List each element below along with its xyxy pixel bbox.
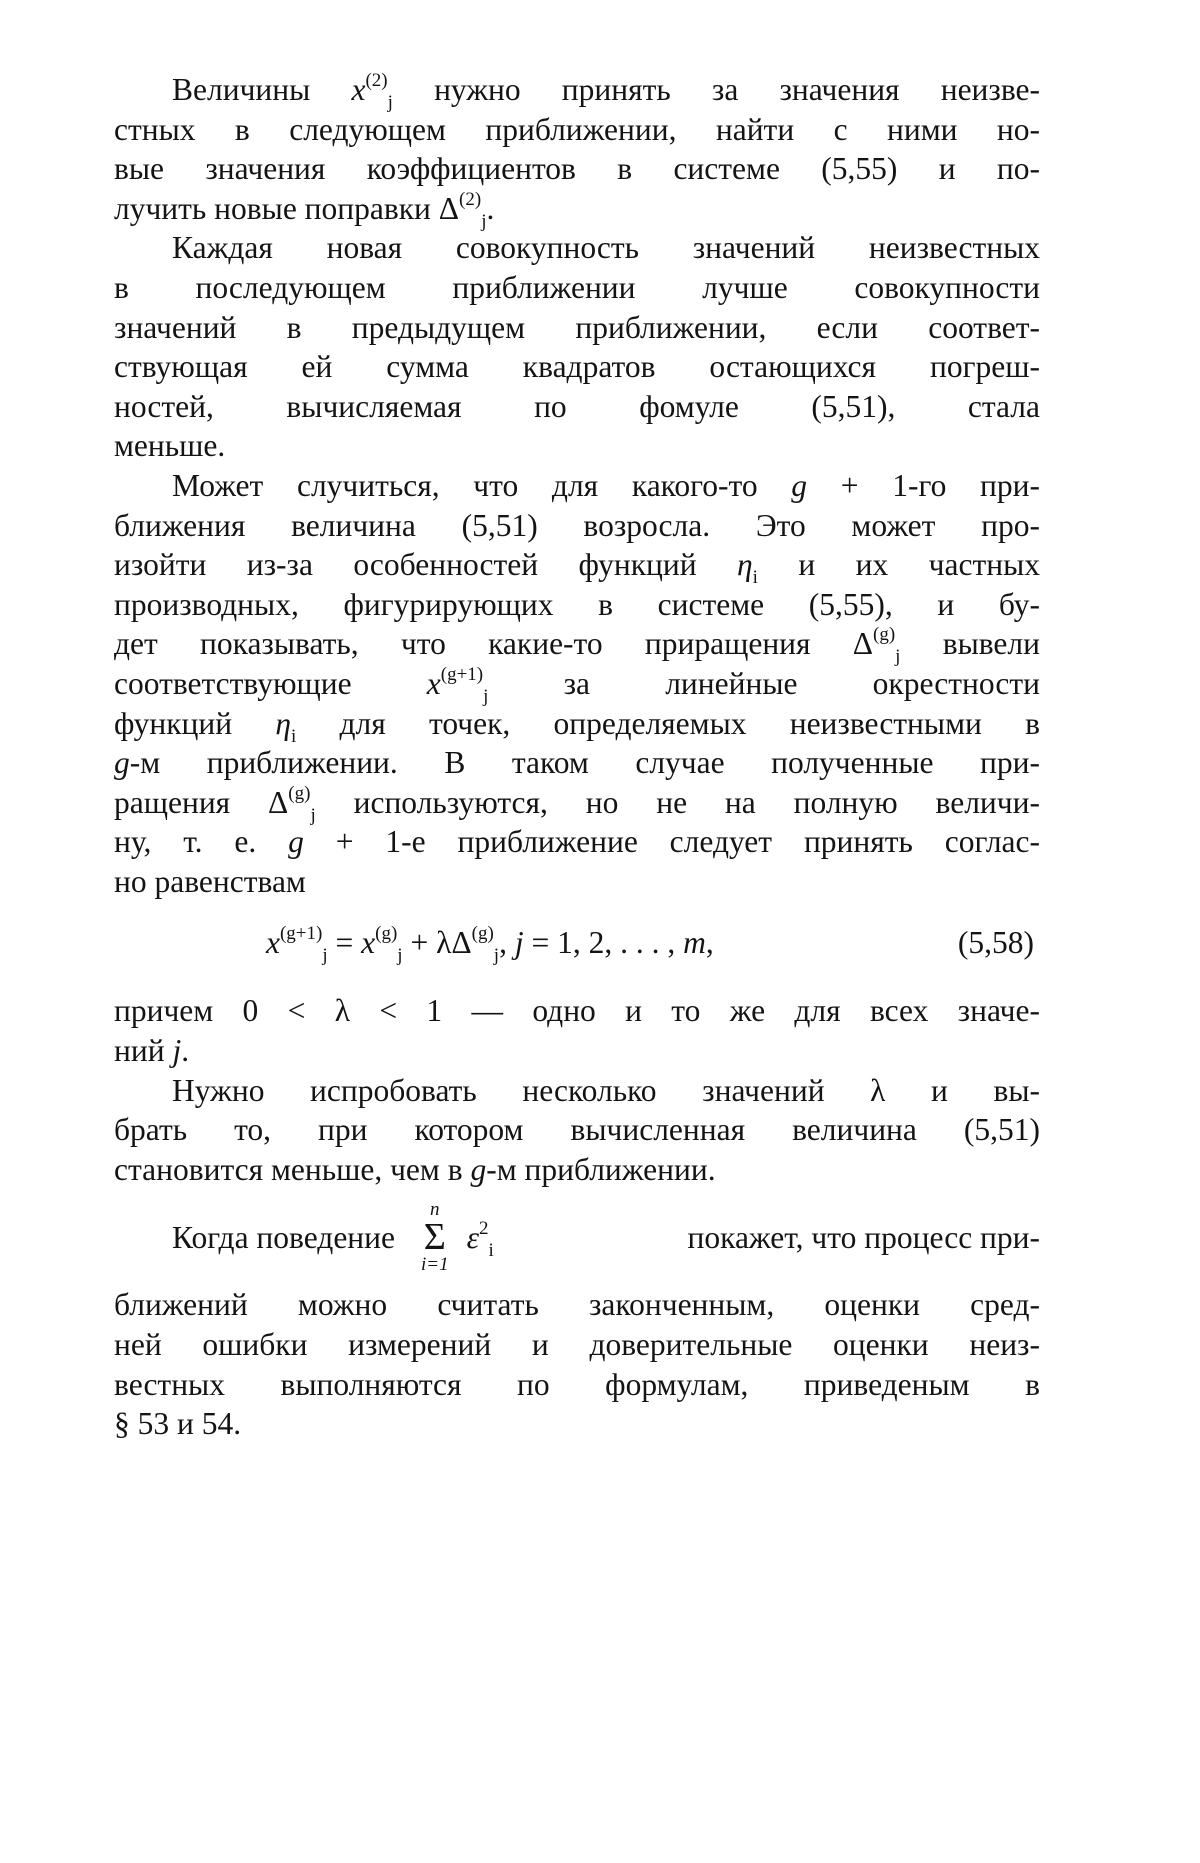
p1-line-1: Величины $x^{(2)}_j$ нужно принять за значения неизве- [172,70,1041,113]
p2-line-5: ностей, вычисляемая по фомуле (5,51), стала [114,388,1040,424]
equation-body: $x^{(g+1)}_j = x^{(g)}_j + \lambda\Delta^{(g)}_j$, j = 1, 2, . . . , m, [266,923,714,967]
paragraph-6 [114,1189,1040,1443]
p2-line-6: меньше. [114,428,226,464]
p6-line-1-start: Когда поведение [172,1219,395,1255]
p3-line-3: изойти из-за особенностей функций $\eta_i$ и их частных [114,547,1040,589]
p2-line-3: значений в предыдущем приближении, если соответ- [114,309,1040,345]
p4-line-2: ний j. [114,1033,190,1069]
p3-line-4: производных, фигурирующих в системе (5,55), и бу- [114,586,1040,622]
p3-line-9: ращения $\Delta^{(g)}_j$ используются, но не на полную величи- [114,782,1040,826]
p6-line-1-end: покажет, что процесс при- [687,1219,1040,1255]
p3-line-8: g-м приближении. В таком случае полученные при- [114,745,1040,781]
p2-line-2: в последующем приближении лучше совокупности [114,269,1040,305]
p4-line-1: причем 0 < λ < 1 — одно и то же для всех значе- [114,993,1040,1029]
sum-lower-limit: i=1 [421,1254,449,1276]
paragraph-4 [114,991,1040,1070]
p1-line-2: стных в следующем приближении, найти с ними но- [114,111,1040,147]
paragraph-3 [114,466,1040,902]
p1-line-3: вые значения коэффициентов в системе (5,55) и по- [114,151,1040,187]
p1-line-4: лучить новые поправки $\Delta^{(2)}_j$. [114,188,495,232]
sigma-icon: Σ [423,1216,446,1259]
p6-line-3: ней ошибки измерений и доверительные оценки неиз- [114,1327,1040,1363]
p3-line-1: Может случиться, что для какого-то g + 1-го при- [172,467,1040,503]
p5-line-2: брать то, при котором вычисленная величина (5,51) [114,1112,1040,1148]
p5-line-3: становится меньше, чем в g-м приближении. [114,1151,716,1187]
book-page [114,70,1040,1444]
equation-number: (5,58) [957,925,1034,961]
p6-line-5: § 53 и 54. [114,1406,242,1442]
p3-line-5: дет показывать, что какие-то приращения $\Delta^{(g)}_j$ вывели [114,624,1040,668]
p2-line-1: Каждая новая совокупность значений неизвестных [172,230,1040,266]
p3-line-7: функций $\eta_i$ для точек, определяемых неизвестными в [114,705,1040,747]
epsilon-term: $\varepsilon^2_i$ [466,1217,494,1261]
p3-line-2: ближения величина (5,51) возросла. Это может про- [114,507,1040,543]
paragraph-1 [114,70,1041,232]
equation-5-58 [114,901,1040,991]
p6-line-4: вестных выполняются по формулам, приведеным в [114,1366,1040,1402]
sum-upper-limit: n [430,1199,440,1221]
p2-line-4: ствующая ей сумма квадратов остающихся погреш- [114,349,1040,385]
p5-line-1: Нужно испробовать несколько значений λ и вы- [172,1072,1040,1108]
p3-line-6: соответствующие $x^{(g+1)}_j$ за линейные окрестности [114,663,1040,707]
paragraph-2 [114,228,1040,466]
paragraph-5 [114,1071,1040,1190]
summation-sign [421,1200,449,1274]
p3-line-11: но равенствам [114,863,306,899]
p6-line-2: ближений можно считать законченным, оценки сред- [114,1287,1040,1323]
p6-line-1 [114,1189,1040,1285]
p3-line-10: ну, т. е. g + 1-е приближение следует принять соглас- [114,824,1040,860]
